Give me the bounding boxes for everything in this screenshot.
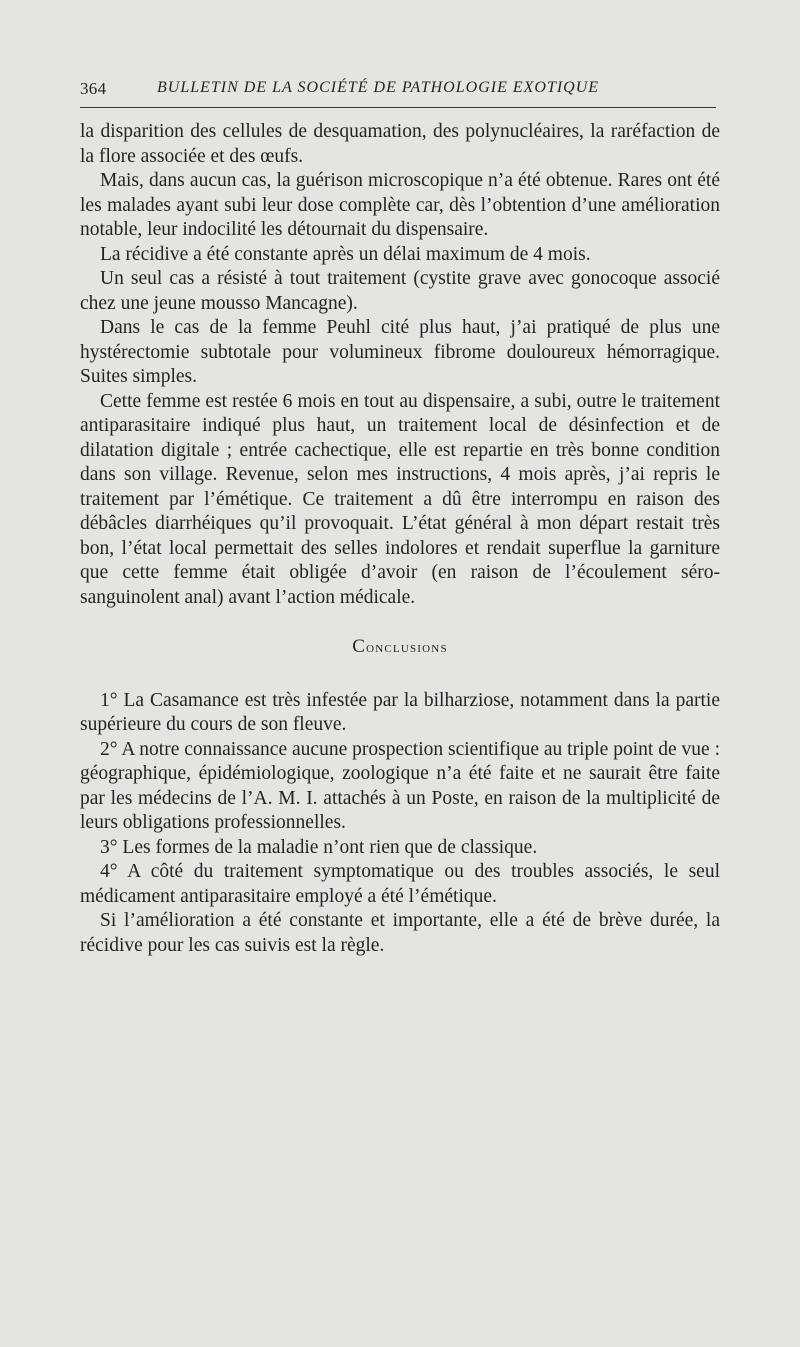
conclusion-item: Si l’amélioration a été constante et importante, elle a été de brève durée, la récidive pour les cas suivis est la règle. [80, 910, 720, 956]
running-title: BULLETIN DE LA SOCIÉTÉ DE PATHOLOGIE EXOTIQUE [157, 79, 600, 96]
heading-rest: onclusions [366, 639, 448, 656]
section-heading-conclusions [80, 635, 720, 661]
conclusion-item: 2° A notre connaissance aucune prospection scientifique au triple point de vue : géographique, épidémiologique, zoologique n’a été faite et ne saurait être faite par les médecins de l’A. M. I. attachés à un Poste, en raison de la multiplicité de leurs obligations professionnelles. [80, 738, 720, 833]
conclusion-item: 1° La Casamance est très infestée par la bilharziose, notamment dans la partie supérieure du cours de son fleuve. [80, 689, 720, 735]
page-header [80, 73, 716, 108]
paragraph: La récidive a été constante après un délai maximum de 4 mois. [100, 243, 591, 265]
paragraph: Cette femme est restée 6 mois en tout au dispensaire, a subi, outre le traitement antiparasitaire indiqué plus haut, un traitement local de désinfection et de dilatation digitale ; entrée cachectique, elle est repartie en très bonne condition dans son village. Revenue, selon mes instructions, 4 mois après, j’ai repris le traitement par l’émétique. Ce traitement a dû être interrompu en raison des débâcles diarrhéiques qu’il provoquait. L’état général à mon départ restait très bon, l’état local permettait des selles indolores et rendait superflue la garniture que cette femme était obligée d’avoir (en raison de l’écoulement séro-sanguinolent anal) avant l’action médicale. [80, 390, 720, 608]
conclusion-item: 3° Les formes de la maladie n’ont rien que de classique. [100, 836, 538, 858]
article-body [80, 120, 720, 958]
paragraph: la disparition des cellules de desquamation, des polynucléaires, la raréfaction de la flore associée et des œufs. [80, 121, 720, 167]
paragraph: Mais, dans aucun cas, la guérison microscopique n’a été obtenue. Rares ont été les malades ayant subi leur dose complète car, dès l’obtention d’une amélioration notable, leur indocilité les détournait du dispensaire. [80, 170, 720, 240]
paragraph: Un seul cas a résisté à tout traitement (cystite grave avec gonocoque associé chez une jeune mousso Mancagne). [80, 268, 720, 314]
heading-initial: C [352, 636, 367, 657]
page-number: 364 [80, 79, 107, 98]
paragraph: Dans le cas de la femme Peuhl cité plus haut, j’ai pratiqué de plus une hystérectomie subtotale pour volumineux fibrome douloureux hémorragique. Suites simples. [80, 317, 720, 387]
conclusion-item: 4° A côté du traitement symptomatique ou des troubles associés, le seul médicament antiparasitaire employé a été l’émétique. [80, 861, 720, 907]
